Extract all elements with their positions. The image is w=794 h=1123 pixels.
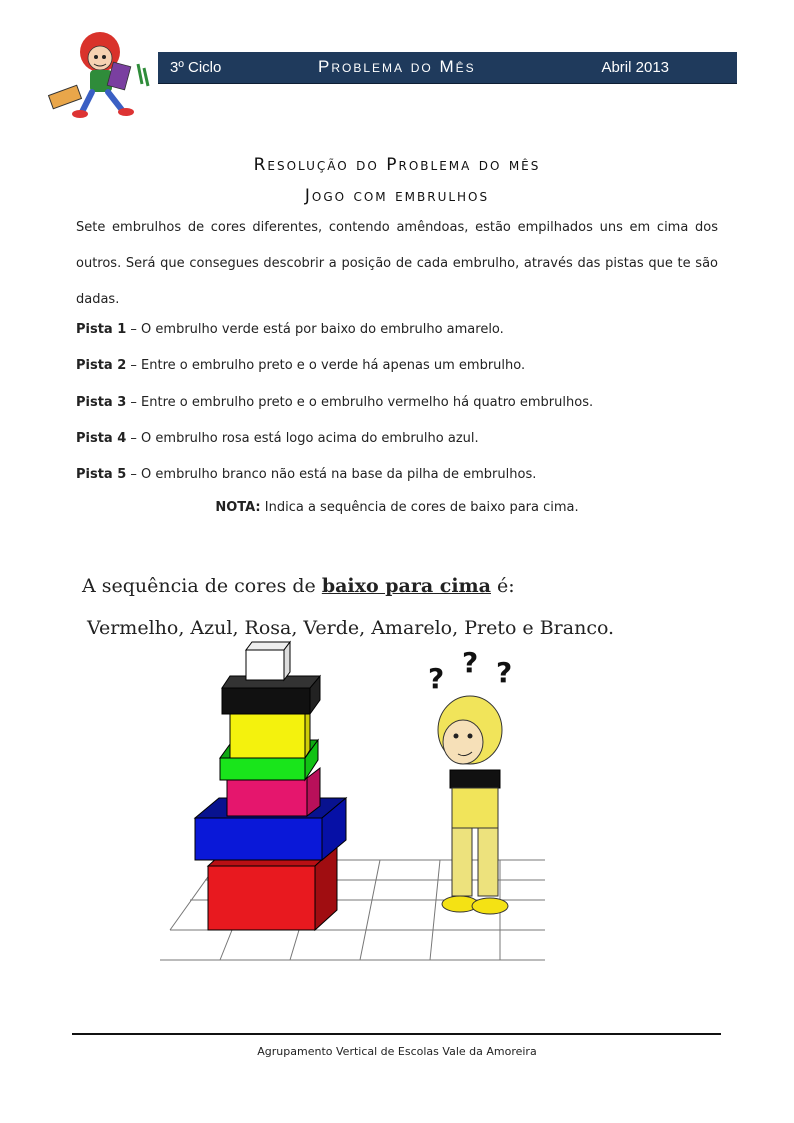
- question-mark-icon: ?: [462, 646, 479, 679]
- note-text: Indica a sequência de cores de baixo para cima.: [260, 500, 579, 515]
- clue-text: – Entre o embrulho preto e o embrulho vermelho há quatro embrulhos.: [126, 395, 594, 410]
- box-white: [246, 642, 290, 680]
- clue-4: [76, 431, 479, 446]
- clue-text: – Entre o embrulho preto e o verde há apenas um embrulho.: [126, 358, 526, 373]
- header-title: Problema do Mês: [318, 57, 476, 76]
- boy-figure-icon: [438, 696, 508, 914]
- footer-text: Agrupamento Vertical de Escolas Vale da Amoreira: [257, 1045, 537, 1058]
- footer-divider: [72, 1033, 721, 1035]
- clue-label: Pista 4: [76, 431, 127, 446]
- answer-prefix: A sequência de cores de: [82, 575, 322, 597]
- clue-2: [76, 358, 525, 373]
- question-mark-icon: ?: [428, 662, 445, 695]
- page-subtitle: Jogo com embrulhos: [304, 186, 490, 206]
- mascot-figure-icon: [49, 32, 148, 118]
- page-title: Resolução do Problema do mês: [253, 155, 541, 175]
- question-mark-icon: ?: [496, 656, 513, 689]
- note-label: NOTA:: [215, 500, 261, 515]
- intro-paragraph: Sete embrulhos de cores diferentes, contendo amêndoas, estão empilhados uns em cima dos outros. Será que consegues descobrir a posição de cada embrulho, através das pistas que te são dadas.: [76, 220, 718, 307]
- answer-suffix: é:: [490, 575, 515, 597]
- stack-illustration: [160, 630, 560, 965]
- clue-3: [76, 395, 593, 410]
- clue-text: – O embrulho verde está por baixo do embrulho amarelo.: [126, 322, 504, 337]
- mascot-illustration: [42, 24, 172, 124]
- box-black: [222, 676, 320, 714]
- header-date: Abril 2013: [601, 59, 669, 76]
- header-bar: [158, 52, 737, 84]
- clue-text: – O embrulho rosa está logo acima do embrulho azul.: [126, 431, 479, 446]
- answer-heading: [82, 575, 515, 597]
- answer-emphasis: baixo para cima: [321, 575, 491, 597]
- header-cycle: 3º Ciclo: [170, 59, 222, 76]
- clue-label: Pista 5: [76, 467, 127, 482]
- clue-text: – O embrulho branco não está na base da pilha de embrulhos.: [126, 467, 537, 482]
- answer-sequence: Vermelho, Azul, Rosa, Verde, Amarelo, Preto e Branco.: [87, 617, 615, 639]
- clue-label: Pista 3: [76, 395, 127, 410]
- note: [0, 500, 794, 515]
- clue-5: [76, 467, 536, 482]
- clue-label: Pista 1: [76, 322, 127, 337]
- clue-1: [76, 322, 504, 337]
- clue-label: Pista 2: [76, 358, 127, 373]
